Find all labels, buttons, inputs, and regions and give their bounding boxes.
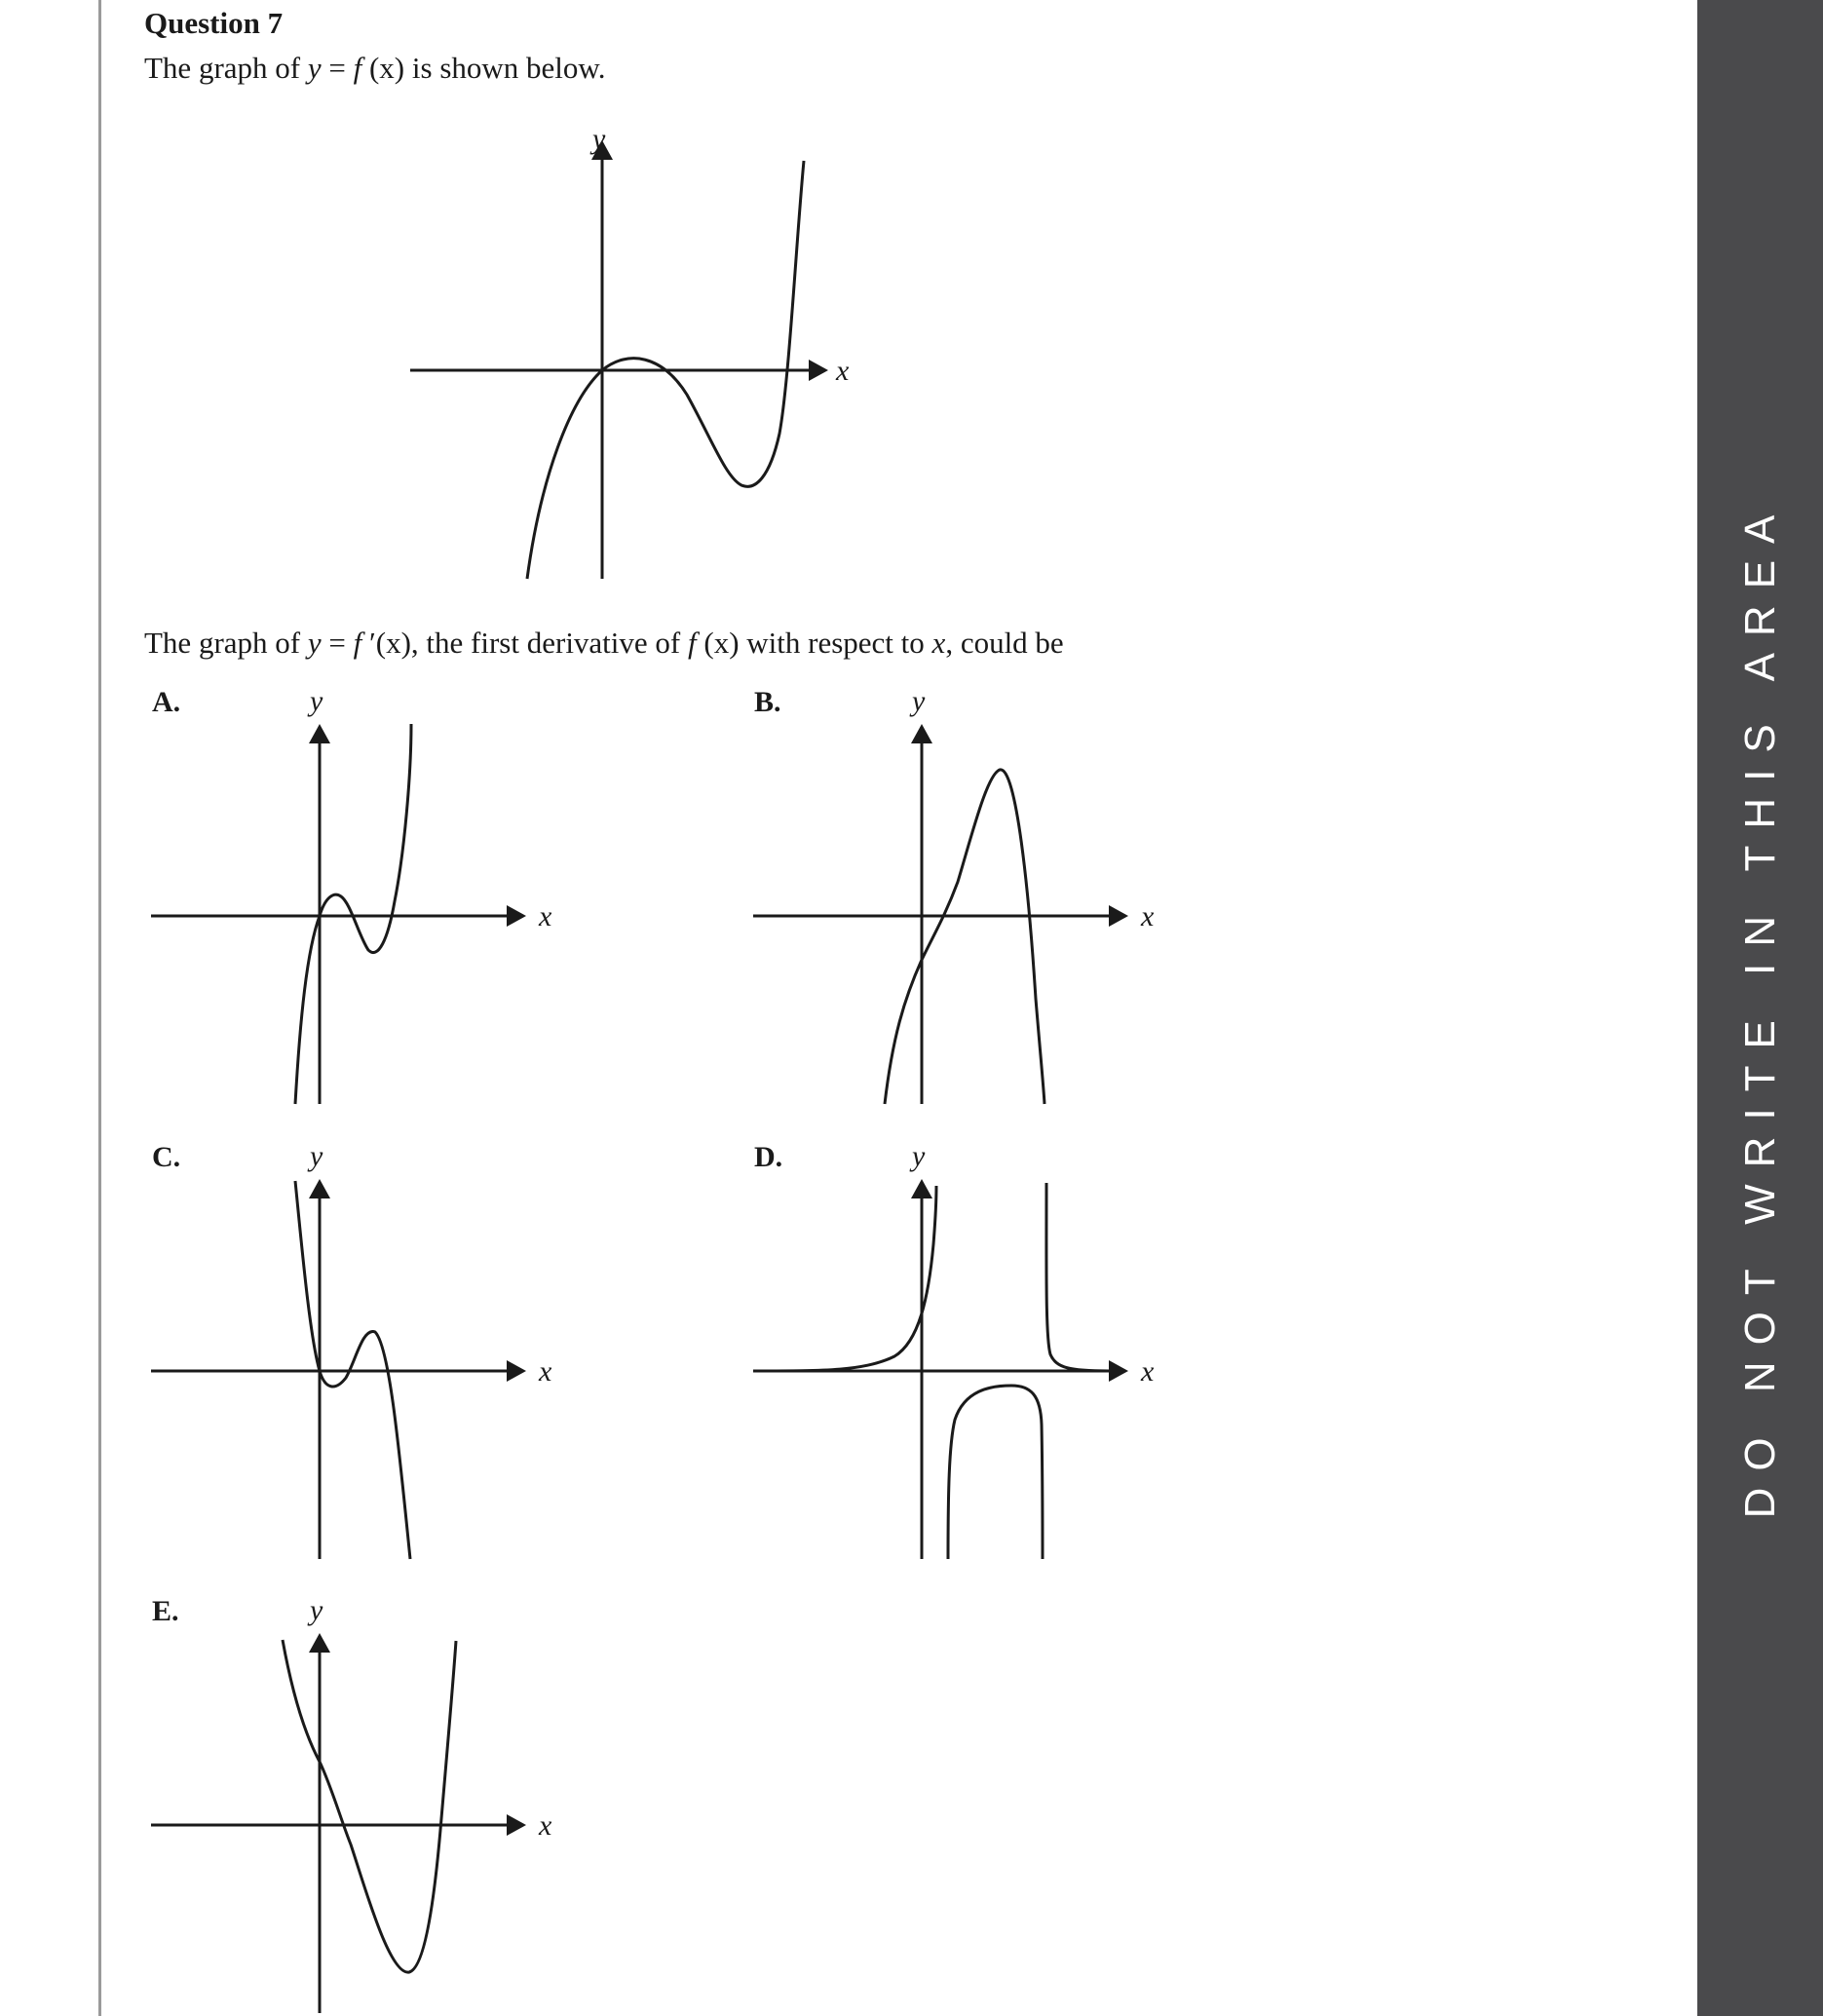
option-c-y-arrowhead xyxy=(309,1179,330,1198)
option-e-graph xyxy=(136,1594,585,2015)
option-d-y-label: y xyxy=(912,1140,926,1172)
option-e-label: E. xyxy=(152,1595,179,1627)
option-d-label: D. xyxy=(754,1141,783,1173)
option-b-label: B. xyxy=(754,686,781,718)
option-c-label: C. xyxy=(152,1141,181,1173)
option-d-graph xyxy=(739,1140,1187,1561)
question-prompt: The graph of y = f ′(x), the first derivative of f (x) with respect to x, could be xyxy=(144,626,1064,660)
main-x-label: x xyxy=(836,355,850,387)
option-d-y-arrowhead xyxy=(911,1179,932,1198)
main-graph xyxy=(395,117,882,585)
option-d-right-branch xyxy=(1046,1183,1109,1371)
do-not-write-text: DO NOT WRITE IN THIS AREA xyxy=(1735,498,1784,1518)
question-intro: The graph of y = f (x) is shown below. xyxy=(144,51,606,85)
option-a-curve xyxy=(295,724,411,1104)
option-d-x-arrowhead xyxy=(1109,1360,1128,1382)
main-y-label: y xyxy=(592,123,606,155)
option-b-curve xyxy=(885,770,1044,1104)
option-e-x-label: x xyxy=(539,1809,552,1842)
option-a-label: A. xyxy=(152,686,181,718)
option-a-y-arrowhead xyxy=(309,724,330,743)
option-b-y-label: y xyxy=(912,685,926,717)
question-title: Question 7 xyxy=(144,6,284,40)
option-e-y-label: y xyxy=(310,1594,323,1626)
option-c-y-label: y xyxy=(310,1140,323,1172)
option-c-x-label: x xyxy=(539,1355,552,1388)
option-e-y-arrowhead xyxy=(309,1633,330,1653)
option-a-x-arrowhead xyxy=(507,905,526,927)
option-b-x-label: x xyxy=(1141,900,1155,932)
left-margin-rule xyxy=(98,0,101,2016)
option-b-x-arrowhead xyxy=(1109,905,1128,927)
option-d-x-label: x xyxy=(1141,1355,1155,1388)
option-a-graph xyxy=(136,685,585,1106)
option-c-graph xyxy=(136,1140,585,1561)
do-not-write-bar xyxy=(1697,0,1823,2016)
option-d-lower-branch xyxy=(948,1386,1043,1559)
option-e-curve xyxy=(283,1640,456,1972)
option-b-graph xyxy=(739,685,1187,1106)
option-b-y-arrowhead xyxy=(911,724,932,743)
option-a-x-label: x xyxy=(539,900,552,932)
option-a-y-label: y xyxy=(310,685,323,717)
option-c-x-arrowhead xyxy=(507,1360,526,1382)
option-d-left-branch xyxy=(753,1186,936,1371)
option-e-x-arrowhead xyxy=(507,1814,526,1836)
main-x-arrowhead xyxy=(809,360,828,381)
